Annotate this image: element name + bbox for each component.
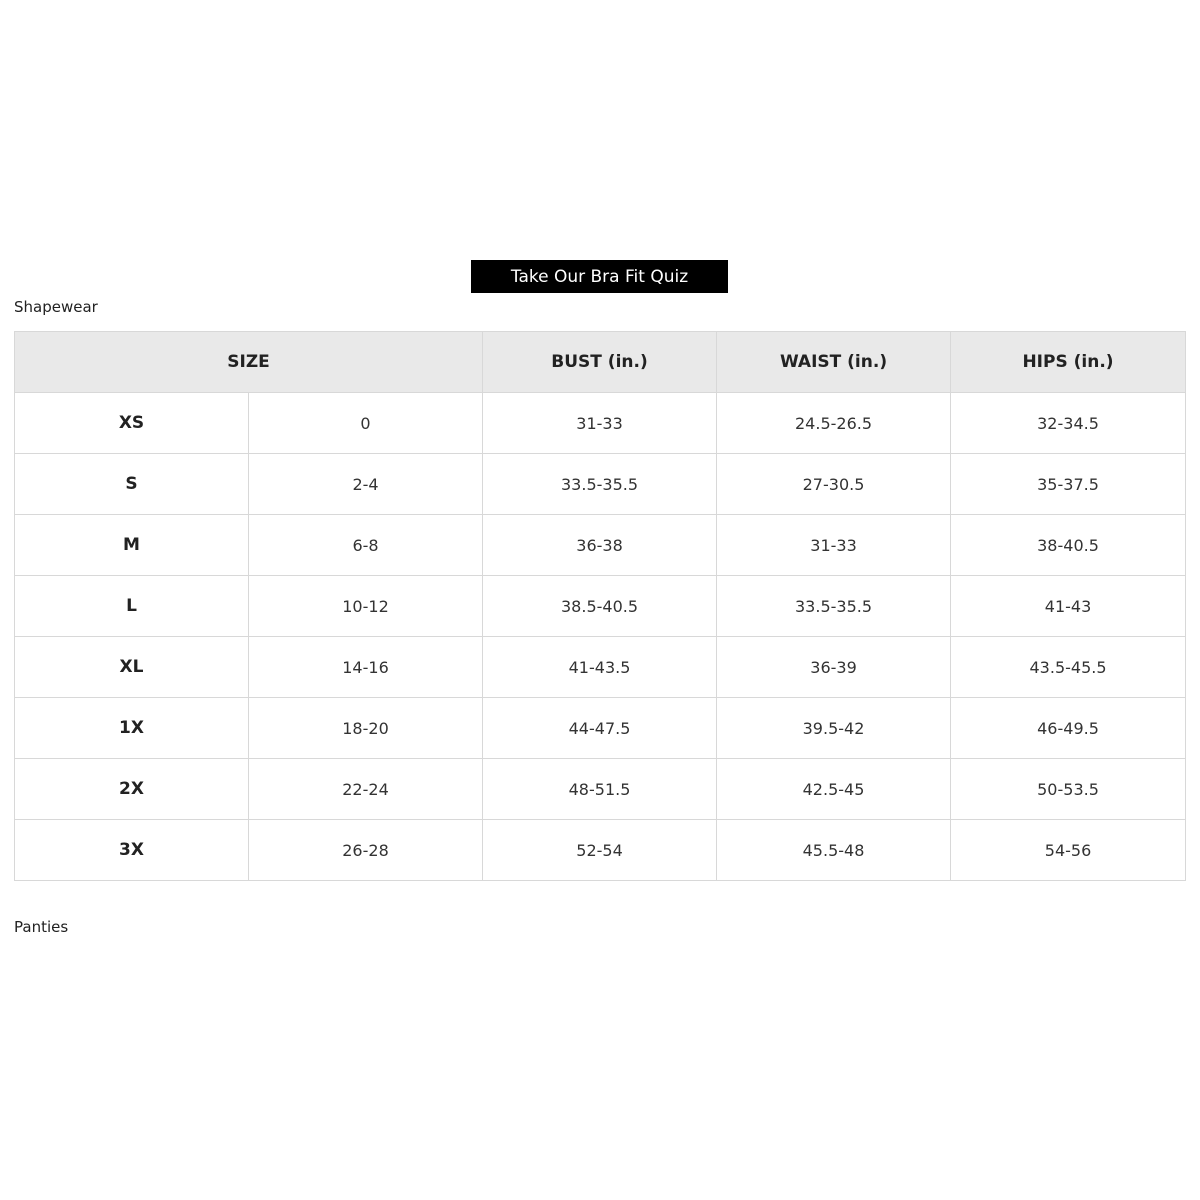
header-size: SIZE — [15, 332, 483, 393]
table-row — [15, 820, 1186, 881]
size-code-cell: 3X — [15, 820, 249, 881]
hips-cell: 41-43 — [951, 576, 1186, 637]
header-bust: BUST (in.) — [483, 332, 717, 393]
table-row — [15, 454, 1186, 515]
bust-cell: 31-33 — [483, 393, 717, 454]
bust-cell: 41-43.5 — [483, 637, 717, 698]
table-row — [15, 576, 1186, 637]
hips-cell: 46-49.5 — [951, 698, 1186, 759]
size-code-cell: 2X — [15, 759, 249, 820]
hips-cell: 35-37.5 — [951, 454, 1186, 515]
numeric-size-cell: 26-28 — [249, 820, 483, 881]
table-row — [15, 637, 1186, 698]
waist-cell: 42.5-45 — [717, 759, 951, 820]
size-code-cell: XS — [15, 393, 249, 454]
size-code-cell: L — [15, 576, 249, 637]
hips-cell: 38-40.5 — [951, 515, 1186, 576]
header-waist: WAIST (in.) — [717, 332, 951, 393]
waist-cell: 39.5-42 — [717, 698, 951, 759]
table-row — [15, 515, 1186, 576]
size-code-cell: M — [15, 515, 249, 576]
numeric-size-cell: 18-20 — [249, 698, 483, 759]
hips-cell: 32-34.5 — [951, 393, 1186, 454]
numeric-size-cell: 10-12 — [249, 576, 483, 637]
table-header-row — [15, 332, 1186, 393]
table-row — [15, 759, 1186, 820]
table-row — [15, 393, 1186, 454]
waist-cell: 27-30.5 — [717, 454, 951, 515]
bust-cell: 38.5-40.5 — [483, 576, 717, 637]
hips-cell: 50-53.5 — [951, 759, 1186, 820]
hips-cell: 54-56 — [951, 820, 1186, 881]
numeric-size-cell: 22-24 — [249, 759, 483, 820]
hips-cell: 43.5-45.5 — [951, 637, 1186, 698]
bust-cell: 52-54 — [483, 820, 717, 881]
bra-fit-quiz-button[interactable]: Take Our Bra Fit Quiz — [471, 260, 728, 293]
numeric-size-cell: 0 — [249, 393, 483, 454]
numeric-size-cell: 6-8 — [249, 515, 483, 576]
numeric-size-cell: 2-4 — [249, 454, 483, 515]
waist-cell: 33.5-35.5 — [717, 576, 951, 637]
table-row — [15, 698, 1186, 759]
shapewear-size-table — [14, 331, 1186, 881]
waist-cell: 45.5-48 — [717, 820, 951, 881]
waist-cell: 24.5-26.5 — [717, 393, 951, 454]
header-hips: HIPS (in.) — [951, 332, 1186, 393]
numeric-size-cell: 14-16 — [249, 637, 483, 698]
size-code-cell: XL — [15, 637, 249, 698]
bust-cell: 48-51.5 — [483, 759, 717, 820]
waist-cell: 36-39 — [717, 637, 951, 698]
size-code-cell: S — [15, 454, 249, 515]
size-code-cell: 1X — [15, 698, 249, 759]
waist-cell: 31-33 — [717, 515, 951, 576]
bust-cell: 44-47.5 — [483, 698, 717, 759]
section-label-panties: Panties — [14, 918, 69, 936]
section-label-shapewear: Shapewear — [14, 298, 98, 316]
bust-cell: 36-38 — [483, 515, 717, 576]
bust-cell: 33.5-35.5 — [483, 454, 717, 515]
